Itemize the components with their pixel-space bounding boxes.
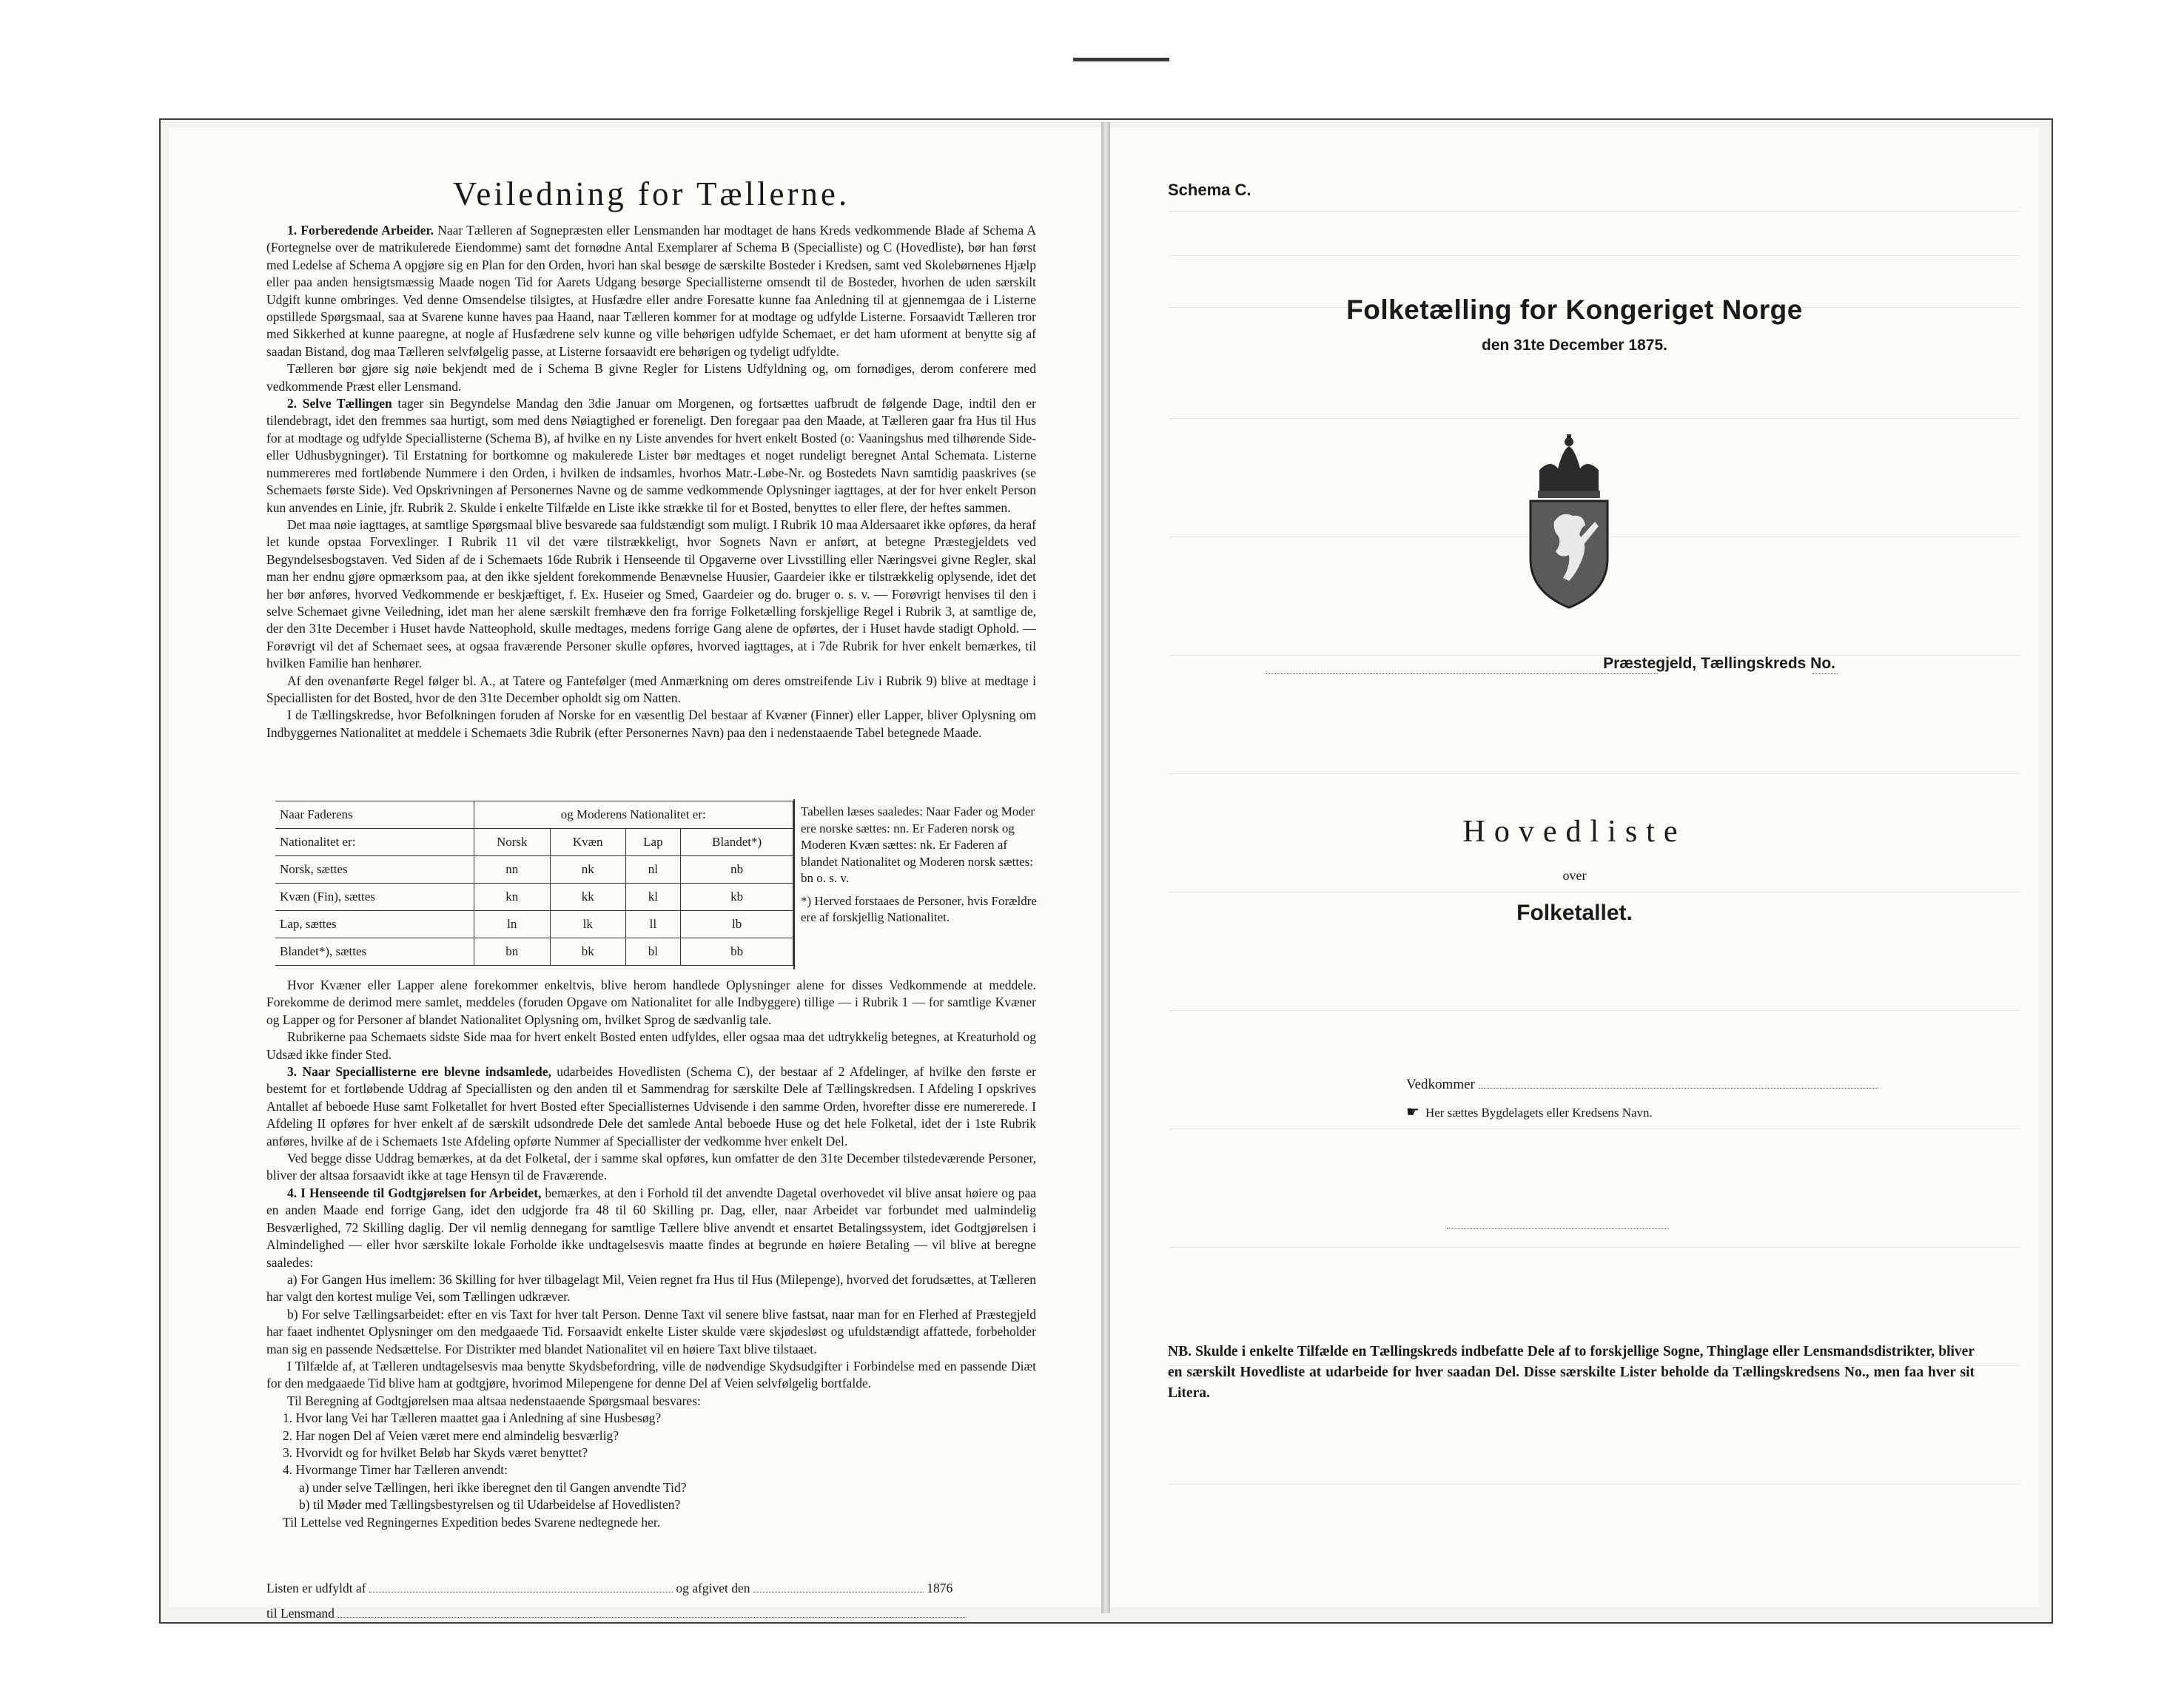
table-cell: ll	[625, 911, 681, 938]
section-4-d: Til Beregning af Godtgjørelsen maa altsaa nedenstaaende Spørgsmaal besvares:	[287, 1393, 701, 1408]
table-row-label: Lap, sættes	[275, 911, 474, 938]
listen-dotted-field	[369, 1592, 673, 1593]
table-note-footnote: *) Herved forstaaes de Personer, hvis Forældre ere af forskjellig Nationalitet.	[801, 893, 1037, 924]
table-row-label: Norsk, sættes	[275, 856, 474, 884]
list-item: b) til Møder med Tællingsbestyrelsen og til Udarbeidelse af Hovedlisten?	[299, 1497, 681, 1513]
table-cell: kn	[474, 884, 550, 911]
table-cell: nn	[474, 856, 550, 884]
lensmand-dotted-field	[337, 1617, 967, 1618]
section-4-text: bemærkes, at den i Forhold til det anvendte Dagetal overhovedet vil blive ansat høiere og paa en anden Maade end forrige Gang, idet den udgjorde fra 48 til 60 Skilling pr. Dag, eller, naar Arbeidet var forbundet med ualmindelig Besværlighed, 72 Skilling daglig. Der vil nemlig dennegang for samtlige Tællere blive anvendt et ensartet Betalingssystem, idet Godtgjørelsen i Almindelighed — eller hvor særskilte lokale Forholde ikke undtagelsesvis maatte findes at begrunde en høiere Betaling — vil blive at beregne saaledes:	[266, 1185, 1037, 1270]
vedkommer-hint	[1406, 1103, 1653, 1121]
separator-rule	[1447, 1228, 1669, 1229]
prestegjeld-label: Præstegjeld, Tællingskreds No.	[1603, 655, 1835, 672]
afgivet-dotted-field	[753, 1592, 924, 1593]
vedkommer-dotted-field	[1479, 1088, 1878, 1089]
instructions-body-bottom	[266, 977, 1036, 1531]
table-col-header: Blandet*)	[681, 829, 793, 856]
section-4-a: a) For Gangen Hus imellem: 36 Skilling for hver tilbagelagt Mil, Veien regnet fra Hus til Hus (Milepenge), hvorved det forudsættes, at Tælleren har valgt den kortest mulige Vei, som Tællingen udkræver.	[266, 1271, 1036, 1305]
table-cell: bl	[625, 938, 681, 966]
lensmand-label: til Lensmand	[266, 1606, 335, 1621]
table-cell: lb	[681, 911, 793, 938]
nb-note: NB. Skulde i enkelte Tilfælde en Tællingskreds indbefatte Dele af to forskjellige Sogne, Thinglage eller Lensmandsdistrikter, bliver en særskilt Hovedliste at udarbeide for hver saadan Del. Disse særskilte Lister beholde da Tællingskredsens No., men faa hver sit Litera.	[1168, 1344, 1975, 1401]
section-2-text-4: I de Tællingskredse, hvor Befolkningen foruden af Norske for en væsentlig Del bestaar af Kvæner (Finner) eller Lapper, bliver Oplysning om Indbyggernes Nationalitet at meddele i Schemaets 3die Rubrik (efter Personernes Navn) paa den i nedenstaaende Tabel betegnede Maade.	[266, 707, 1036, 740]
table-col-header: Kvæn	[550, 829, 625, 856]
table-row	[275, 884, 793, 911]
list-item: 2. Har nogen Del af Veien været mere end almindelig besværlig?	[283, 1427, 619, 1443]
table-cell: bn	[474, 938, 550, 966]
table-header-father: Naar Faderens	[275, 801, 474, 829]
table-note	[801, 804, 1038, 927]
year-suffix: 1876	[927, 1581, 953, 1595]
table-cell: bb	[681, 938, 793, 966]
section-3	[266, 1063, 1036, 1150]
schema-label: Schema C.	[1168, 181, 1251, 199]
section-2-text-2: Det maa nøie iagttages, at samtlige Spørgsmaal blive besvarede saa fuldstændigt som muligt. I Rubrik 10 maa Aldersaaret ikke opføres, da heraf let kunde opstaa Forvexlinger. I Rubrik 11 vil det være tilstrækkeligt, hvor Sognets Navn er anført, at betegne Præstegjeldets ved Begyndelsesbogstaven. Ved Siden af de i Schemaets 16de Rubrik i Henseende til Opgaverne over Livsstilling eller Næringsvei givne Regler, skal man her endnu gjøre opmærksom paa, at den ikke sjeldent forekommende Benævnelse Huusier, Gaardeier ikke er tilstrækkelig oplysende, idet det her bør anføres, hvorved Vedkommende er beskjæftiget, f. Ex. Huseier og Smed, Gaardeier og do. bruger o. s. v. — Forøvrigt henvises til den i selve Schemaet givne Veiledning, idet man her alene særskilt fremhæve den fra forrige Folketælling forskjellige Regel i Rubrik 3, at samtlige de, der den 31te December i Huset havde Natteophold, skulle medtages, medens forrige Gang alene de opførtes, der i Huset havde stadigt Ophold. — Forøvrigt vil det af Schemaet sees, at ogsaa fraværende Personer skulle opføres, hvorved iagttages, at i 7de Rubrik for hver enkelt bemærkes, til hvilken Familie han henhører.	[266, 517, 1036, 671]
prestegjeld-dotted-field	[1266, 673, 1658, 674]
lensmand-line	[266, 1606, 967, 1621]
hovedliste-title: Hovedliste	[1462, 815, 1687, 849]
list-item: Til Lettelse ved Regningernes Expedition bedes Svarene nedtegnede her.	[283, 1514, 661, 1530]
table-cell: kl	[625, 884, 681, 911]
table-row	[275, 856, 793, 884]
list-item: 1. Hvor lang Vei har Tælleren maattet gaa i Anledning af sine Husbesøg?	[283, 1410, 662, 1426]
table-header-mother: og Moderens Nationalitet er:	[474, 801, 793, 829]
pointing-hand-icon: ☛	[1406, 1104, 1419, 1120]
coat-of-arms-icon	[1517, 433, 1621, 611]
scan-top-mark	[1073, 58, 1169, 61]
section-2	[266, 395, 1036, 517]
census-date: den 31te December 1875.	[1482, 337, 1667, 354]
table-cell: lk	[550, 911, 625, 938]
table-cell: nb	[681, 856, 793, 884]
table-cell: nk	[550, 856, 625, 884]
table-col-header: Lap	[625, 829, 681, 856]
section-3-text-2: Ved begge disse Uddrag bemærkes, at da det Folketal, der i samme skal opføres, kun omfatter de den 31te December tilstedeværende Personer, bliver der altsaa forsaavidt ikke at tage Hensyn til de Fraværende.	[266, 1151, 1036, 1183]
after-table-text-2: Rubrikerne paa Schemaets sidste Side maa for hvert enkelt Bosted enten udfyldes, eller ogsaa maa det udtrykkelig betegnes, at Kreaturhold og Udsæd ikke finder Sted.	[266, 1029, 1036, 1062]
instructions-title: Veiledning for Tællerne.	[452, 175, 850, 212]
table-note-divider	[793, 799, 795, 969]
list-item: a) under selve Tællingen, heri ikke iberegnet den til Gangen anvendte Tid?	[299, 1479, 687, 1495]
bleed-through-lines	[1169, 196, 2020, 1506]
instructions-body-top	[266, 222, 1036, 741]
section-4-b: b) For selve Tællingsarbeidet: efter en vis Taxt for hver talt Person. Denne Taxt vil senere blive fastsat, naar man for en Flerhed af Præstegjeld har faaet indhentet Oplysninger om den medgaaede Tid. Forsaavidt enkelte Lister skulde være skjødesløst og ufuldstændigt affattede, forbeholder man sig en passende Nedsættelse. For Distrikter med blandet Nationalitet vil en høiere Taxt blive tilstaaet.	[266, 1306, 1036, 1356]
table-row-label: Blandet*), sættes	[275, 938, 474, 966]
vedkommer-line	[1406, 1077, 1878, 1093]
after-table-text: Hvor Kvæner eller Lapper alene forekommer enkeltvis, blive herom handlede Oplysninger alene for disses Vedkommende at meddele. Forekomme de derimod mere samlet, meddeles (foruden Opgave om Nationalitet for alle Indbyggere) tillige — i Rubrik 1 — for samtlige Kvæner og Lapper og for Personer af blandet Nationalitet Oplysning om, hvilket Sprog de sædvanlig tale.	[266, 978, 1036, 1027]
afgivet-label: og afgivet den	[676, 1581, 750, 1595]
table-cell: nl	[625, 856, 681, 884]
list-item: 4. Hvormange Timer har Tælleren anvendt:	[283, 1462, 508, 1478]
section-1	[266, 222, 1036, 360]
vedkommer-hint-text: Her sættes Bygdelagets eller Kredsens Navn.	[1425, 1106, 1653, 1120]
section-2-heading: 2. Selve Tællingen	[287, 396, 392, 411]
listen-label: Listen er udfyldt af	[266, 1581, 366, 1595]
listen-line	[266, 1581, 952, 1596]
table-cell: kk	[550, 884, 625, 911]
table-cell: ln	[474, 911, 550, 938]
section-4-heading: 4. I Henseende til Godtgjørelsen for Arbeidet,	[287, 1185, 542, 1200]
table-cell: bk	[550, 938, 625, 966]
section-2-text-3: Af den ovenanførte Regel følger bl. A., at Tatere og Fantefølger (med Anmærkning om deres omstreifende Liv i Rubrik 9) blive at medtage i Speciallisten for det Bosted, hvor de den 31te December opholdt sig om Natten.	[266, 673, 1036, 705]
table-header-father-2: Nationalitet er:	[275, 829, 474, 856]
section-4-c: I Tilfælde af, at Tælleren undtagelsesvis maa benytte Skydsbefordring, ville de nødvendige Skydsudgifter i Forbindelse med en passende Diæt for den medgaaede Tid blive ham at godtgjøre, hvorimod Milepengene for denne Del af Veien selvfølgelig bortfalde.	[266, 1358, 1036, 1391]
list-item: 3. Hvorvidt og for hvilket Beløb har Skyds været benyttet?	[283, 1445, 588, 1460]
book-spine	[1101, 122, 1110, 1613]
folketallet-title: Folketallet.	[1516, 901, 1633, 925]
table-row	[275, 911, 793, 938]
section-2-text: tager sin Begyndelse Mandag den 3die Januar om Morgenen, og fortsættes uafbrudt de følgende Dage, indtil den er tilendebragt, idet den fremmes saa hurtigt, som med dens Nøiagtighed er foreneligt. Den foregaar paa den Maade, at Tælleren gaar fra Hus til Hus for at modtage og udfylde Speciallisterne (Schema B), af hvilke en ny Liste anvendes for hvert enkelt Bosted (o: Vaaningshus med tilhørende Side- eller Udhusbygninger). Til Erstatning for bortkomne og makulerede Lister bør medtages et noget rundeligt beregnet Antal Schemata. Listerne nummereres med fortløbende Nummere i den Orden, i hvilken de indsamles, hvorhos Matr.-Løbe-Nr. og Bostedets Navn samtidig paaskrives (se Schemaets første Side). Ved Opskrivningen af Personernes Navne og de samme vedkommende Oplysninger iagttages, at der for hver enkelt Person kun anvendes en Linie, jfr. Rubrik 2. Skulde i enkelte Tilfælde en Liste ikke strække til for et Bosted, benyttes to eller flere, der heftes sammen.	[266, 396, 1036, 515]
section-1-heading: 1. Forberedende Arbeider.	[287, 223, 434, 238]
table-note-reading: Tabellen læses saaledes: Naar Fader og Moder ere norske sættes: nn. Er Faderen norsk og Moderen Kvæn sættes: nk. Er Faderen af blandet Nationalitet og Moderen norsk sættes: bn o. s. v.	[801, 804, 1035, 885]
section-1-text-2: Tælleren bør gjøre sig nøie bekjendt med de i Schema B givne Regler for Listens Udfyldning og, om fornødiges, derom conferere med vedkommende Præst eller Lensmand.	[266, 361, 1036, 394]
section-1-text: Naar Tælleren af Sognepræsten eller Lensmanden har modtaget de hans Kreds vedkommende Blade af Schema A (Fortegnelse over de matrikulerede Eiendomme) samt det fornødne Antal Exemplarer af Schema B (Specialliste) og C (Hovedliste), bør han først med Ledelse af Schema A opgjøre sig en Plan for den Orden, hvori han skal besøge de særskilte Bosteder i Kredsen, samt ved Skolebørnenes Hjælp eller paa anden hensigtsmæssig Maade nogen Tid for Aarets Udgang besørge Speciallisterne omsendt til de Bosteder, hvorhen de uden særskilt Udgift kunne ombringes. Ved denne Omsendelse tilsigtes, at Husfædre eller andre Foresatte kunne faa Anledning til at gjennemgaa de i Listerne opstillede Spørgsmaal, saa at Svarene kunne haves paa Haand, naar Tælleren kommer for at modtage og udfylde Listerne. Forsaavidt Tælleren tror med Sikkerhed at kunne paaregne, at nogle af Husfædrene selv kunne og ville behørigen udfylde Schemaet, er det ham uforment at benytte sig af saadan Bistand, dog maa Tælleren selvfølgelig passe, at Listerne forsaavidt ere behørigen og tydeligt udfyldte.	[266, 223, 1037, 359]
section-4	[266, 1185, 1036, 1271]
vedkommer-label: Vedkommer	[1406, 1077, 1475, 1092]
table-col-header: Norsk	[474, 829, 550, 856]
table-cell: kb	[681, 884, 793, 911]
table-row-label: Kvæn (Fin), sættes	[275, 884, 474, 911]
nationality-table	[275, 801, 793, 966]
census-title: Folketælling for Kongeriget Norge	[1346, 295, 1803, 325]
section-3-text: udarbeides Hovedlisten (Schema C), der bestaar af 2 Afdelinger, af hvilke den første er bestemt for et fortløbende Uddrag af Speciallisten og den anden til et Sammendrag for særskilte Dele af Tællingskredsen. I Afdeling I opskrives Antallet af beboede Huse samt Folketallet for hvert Bosted efter Speciallisternes Udvisende i den samme Orden, hvorefter disse ere numererede. I Afdeling II opføres for hver enkelt af de særskilt udsondrede Dele det samlede Antal beboede Huse og det hele Folketal, idet der i 1ste Rubrik anføres, hvilke af de i Schemaets 1ste Afdeling opførte Nummer af Speciallister der vedkomme hver enkelt Del.	[266, 1064, 1037, 1149]
kreds-no-dotted-field	[1812, 673, 1838, 674]
table-row	[275, 938, 793, 966]
over-label: over	[1562, 868, 1587, 883]
section-3-heading: 3. Naar Speciallisterne ere blevne indsamlede,	[287, 1064, 551, 1080]
question-list	[266, 1410, 1036, 1531]
